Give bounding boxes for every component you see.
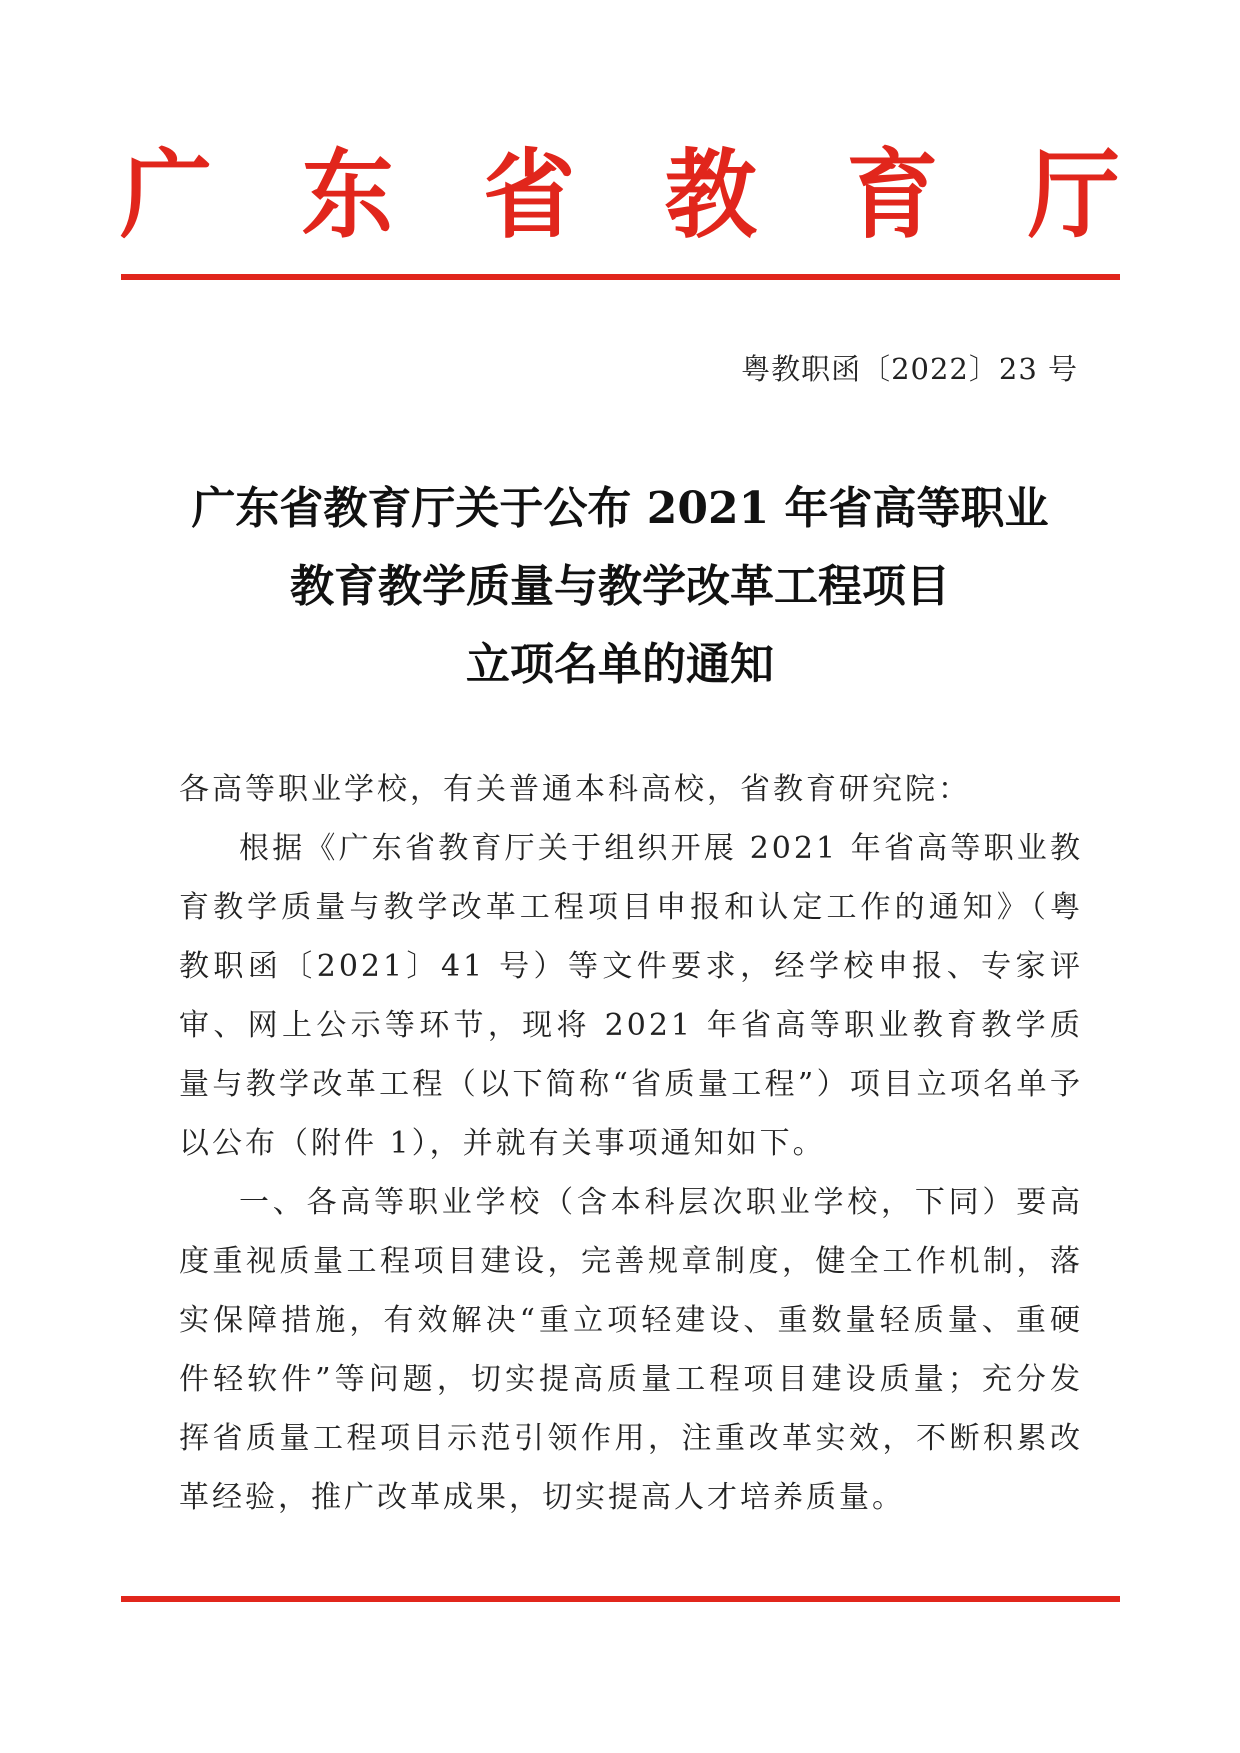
title-line: 立项名单的通知 bbox=[466, 639, 774, 690]
title-line: 广东省教育厅关于公布 2021 年省高等职业 bbox=[191, 483, 1049, 534]
letterhead-divider bbox=[121, 274, 1120, 280]
letterhead bbox=[120, 139, 1120, 252]
title-line: 教育教学质量与教学改革工程项目 bbox=[290, 561, 950, 612]
letterhead-char: 广 bbox=[120, 139, 213, 252]
letterhead-char: 教 bbox=[664, 139, 757, 252]
letterhead-char: 育 bbox=[846, 139, 939, 252]
body-paragraph: 根据《广东省教育厅关于组织开展 2021 年省高等职业教育教学质量与教学改革工程项目申报和认定工作的通知》（粤教职函〔2021〕41 号）等文件要求，经学校申报、专家评审、网上公示等环节，现将 2021 年省高等职业教育教学质量与教学改革工程（以下简称“省质量工程”）项目立项名单予以公布（附件 1），并就有关事项通知如下。 bbox=[179, 831, 1083, 1161]
letterhead-char: 东 bbox=[301, 139, 394, 252]
salutation: 各高等职业学校，有关普通本科高校，省教育研究院： bbox=[179, 772, 971, 807]
letterhead-char: 省 bbox=[483, 139, 576, 252]
body-paragraph: 一、各高等职业学校（含本科层次职业学校，下同）要高度重视质量工程项目建设，完善规章制度，健全工作机制，落实保障措施，有效解决“重立项轻建设、重数量轻质量、重硬件轻软件”等问题，切实提高质量工程项目建设质量；充分发挥省质量工程项目示范引领作用，注重改革实效，不断积累改革经验，推广改革成果，切实提高人才培养质量。 bbox=[179, 1185, 1083, 1515]
document-body bbox=[179, 760, 1083, 1527]
letterhead-char: 厅 bbox=[1027, 139, 1120, 252]
footer-divider bbox=[121, 1596, 1120, 1602]
document-title bbox=[120, 470, 1120, 704]
document-number: 粤教职函〔2022〕23 号 bbox=[741, 352, 1078, 386]
